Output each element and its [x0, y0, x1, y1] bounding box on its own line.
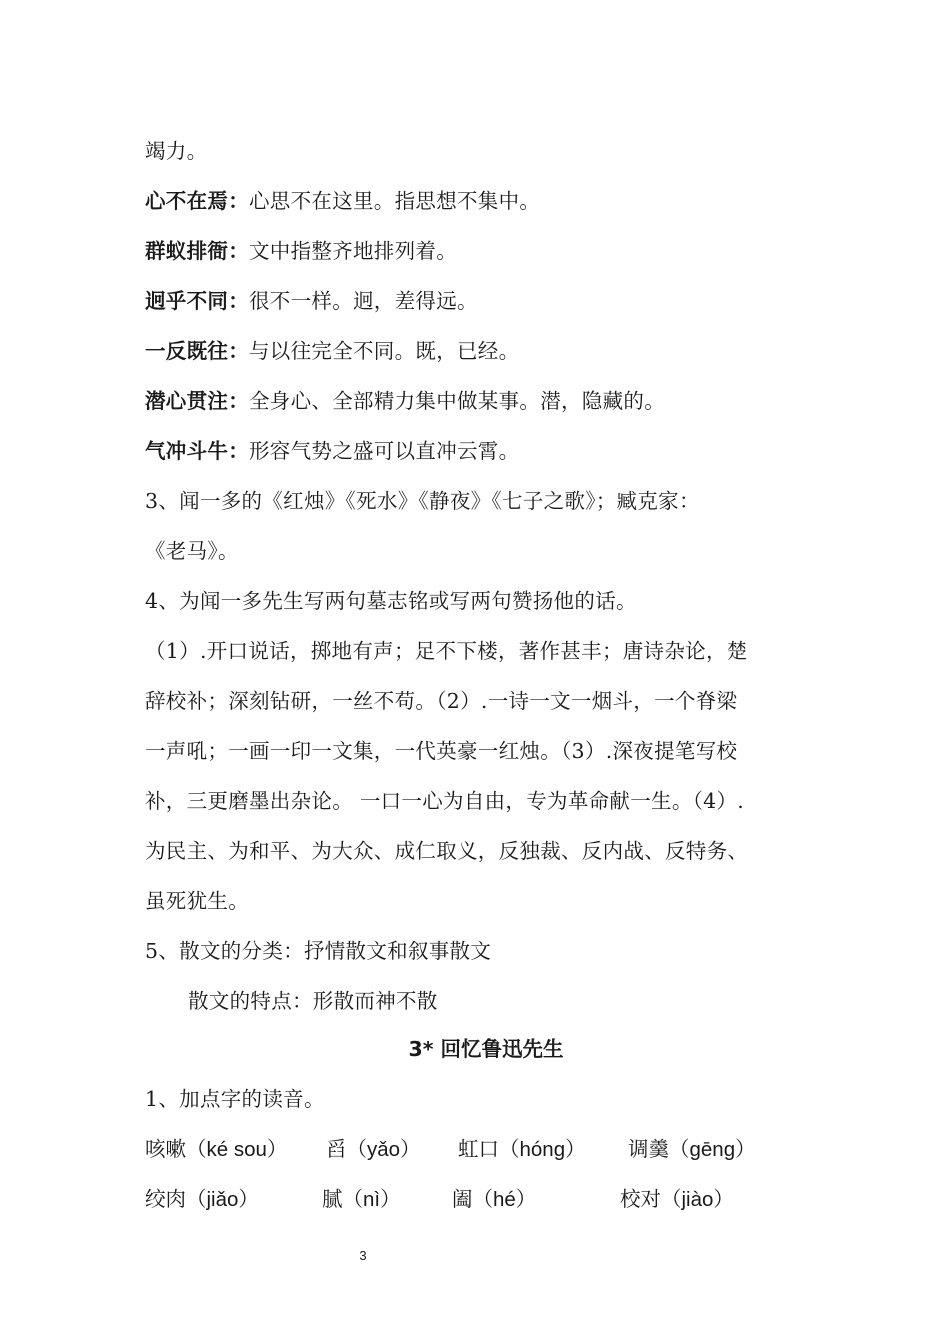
text-line: 4、为闻一多先生写两句墓志铭或写两句赞扬他的话。 — [145, 589, 637, 613]
text-line: （1）.开口说话，掷地有声；足不下楼，著作甚丰；唐诗杂论，楚 — [145, 639, 748, 663]
definition: 很不一样。迥，差得远。 — [249, 289, 478, 313]
reading-pinyin: （jiào） — [661, 1188, 734, 1211]
definition-line — [145, 236, 805, 266]
definition: 与以往完全不同。既，已经。 — [249, 339, 520, 363]
reading-pinyin: （jiǎo） — [186, 1188, 259, 1211]
text-line: 竭力。 — [145, 139, 208, 163]
term: 心不在焉： — [145, 189, 249, 213]
reading-word: 舀 — [326, 1137, 347, 1161]
text-line: 1、加点字的读音。 — [145, 1087, 325, 1111]
definition-line — [145, 386, 805, 416]
reading-word: 校对 — [620, 1187, 661, 1211]
text-line: 辞校补；深刻钻研，一丝不苟。（2）.一诗一文一烟斗，一个脊梁 — [145, 689, 738, 713]
definition: 心思不在这里。指思想不集中。 — [249, 189, 541, 213]
definition-line — [145, 286, 805, 316]
text-line: 散文的特点：形散而神不散 — [188, 989, 438, 1013]
reading-item — [452, 1184, 536, 1215]
reading-item — [458, 1134, 586, 1165]
reading-pinyin: （nì） — [342, 1188, 401, 1211]
term: 迥乎不同： — [145, 289, 249, 313]
reading-word: 咳嗽 — [145, 1137, 186, 1161]
definition: 文中指整齐地排列着。 — [249, 239, 457, 263]
text-line: 《老马》。 — [145, 539, 239, 563]
text-line: 一声吼；一画一印一文集，一代英豪一红烛。（3）.深夜提笔写校 — [145, 739, 738, 763]
reading-item — [628, 1134, 756, 1165]
page-number: 3 — [359, 1248, 367, 1263]
text-line: 为民主、为和平、为大众、成仁取义，反独裁、反内战、反特务、 — [145, 839, 749, 863]
reading-item — [145, 1184, 259, 1215]
reading-word: 调羹 — [628, 1137, 669, 1161]
reading-item — [145, 1134, 287, 1165]
term: 气冲斗牛： — [145, 439, 249, 463]
text-line: 5、散文的分类：抒情散文和叙事散文 — [145, 939, 492, 963]
term: 一反既往： — [145, 339, 249, 363]
text-line: 补，三更磨墨出杂论。 一口一心为自由，专为革命献一生。（4）. — [145, 789, 745, 813]
definition-line — [145, 436, 805, 466]
reading-word: 腻 — [322, 1187, 343, 1211]
reading-pinyin: （yǎo） — [346, 1138, 421, 1161]
reading-word: 绞肉 — [145, 1187, 186, 1211]
reading-pinyin: （hé） — [472, 1188, 537, 1211]
definition: 形容气势之盛可以直冲云霄。 — [249, 439, 520, 463]
section-heading: 3* 回忆鲁迅先生 — [408, 1037, 564, 1061]
term: 潜心贯注： — [145, 389, 249, 413]
text-line: 虽死犹生。 — [145, 889, 249, 913]
reading-word: 阖 — [452, 1187, 473, 1211]
reading-item — [322, 1184, 401, 1215]
definition-line — [145, 336, 805, 366]
reading-pinyin: （hóng） — [499, 1138, 586, 1161]
reading-pinyin: （gēng） — [669, 1138, 756, 1161]
reading-pinyin: （ké sou） — [186, 1138, 288, 1161]
reading-item — [620, 1184, 734, 1215]
definition: 全身心、全部精力集中做某事。潜，隐藏的。 — [249, 389, 665, 413]
definition-line — [145, 186, 805, 216]
reading-word: 虹口 — [458, 1137, 499, 1161]
text-line: 3、闻一多的《红烛》《死水》《静夜》《七子之歌》；臧克家： — [145, 489, 700, 513]
reading-item — [326, 1134, 421, 1165]
term: 群蚁排衙： — [145, 239, 249, 263]
